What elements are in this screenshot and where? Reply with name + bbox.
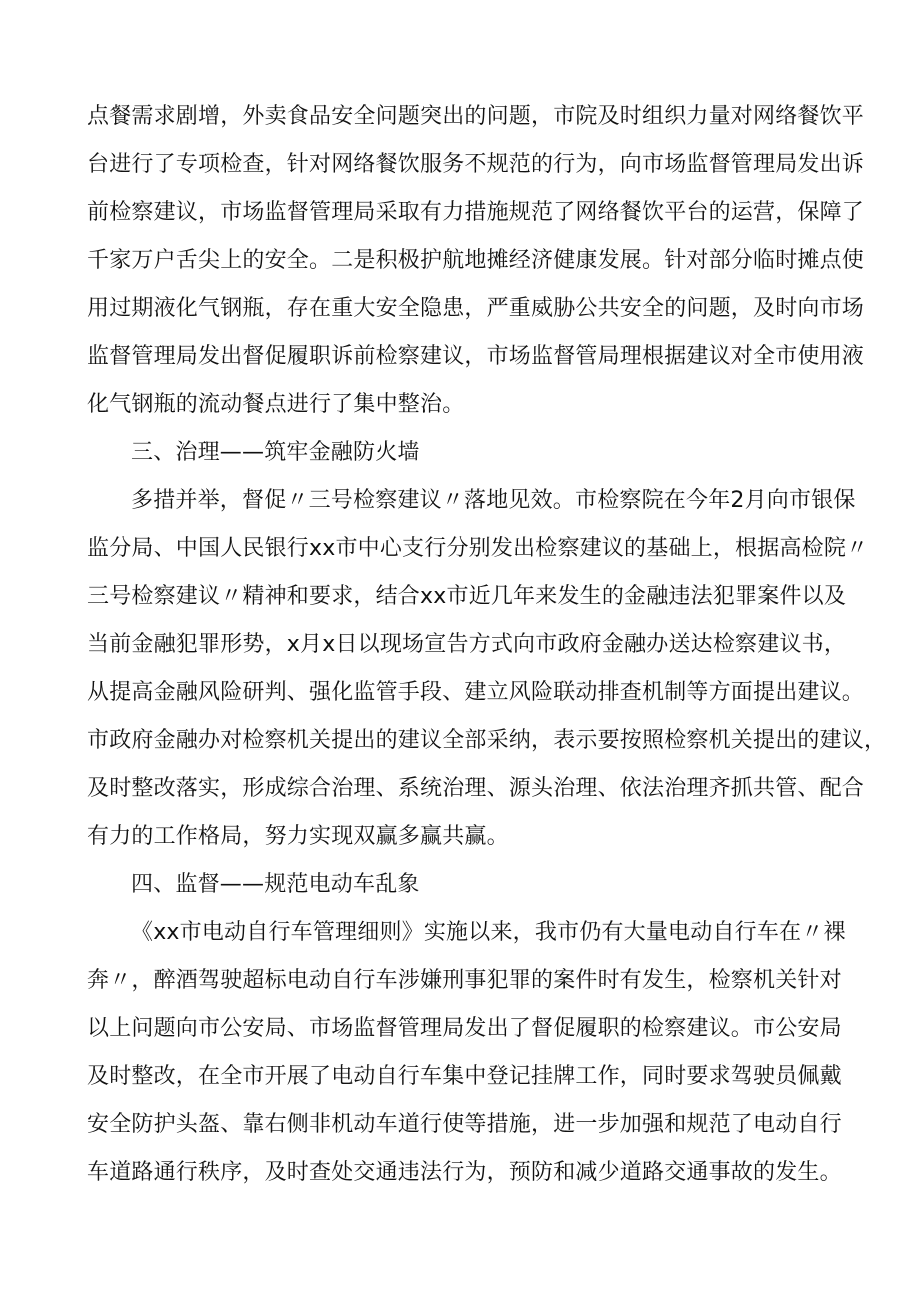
document-body xyxy=(87,93,887,1197)
paragraph-line: 前检察建议，市场监督管理局采取有力措施规范了网络餐饮平台的运营，保障了 xyxy=(87,200,865,225)
paragraph-line: 多措并举，督促〃三号检察建议〃落地见效。市检察院在今年2月向市银保 xyxy=(131,488,856,513)
paragraph-line: 以上问题向市公安局、市场监督管理局发出了督促履职的检察建议。市公安局 xyxy=(87,1016,842,1041)
paragraph-line: 监督管理局发出督促履职诉前检察建议，市场监督管局理根据建议对全市使用液 xyxy=(87,344,865,369)
paragraph-line: 化气钢瓶的流动餐点进行了集中整治。 xyxy=(87,392,465,417)
paragraph-line: 点餐需求剧增，外卖食品安全问题突出的问题，市院及时组织力量对网络餐饮平 xyxy=(87,104,865,129)
paragraph-line: 《xx市电动自行车管理细则》实施以来，我市仍有大量电动自行车在〃裸 xyxy=(131,920,846,945)
section-heading-supervision: 四、监督——规范电动车乱象 xyxy=(131,872,420,897)
paragraph-line: 及时整改，在全市开展了电动自行车集中登记挂牌工作，同时要求驾驶员佩戴 xyxy=(87,1064,842,1089)
paragraph-line: 当前金融犯罪形势，x月x日以现场宣告方式向市政府金融办送达检察建议书， xyxy=(87,632,847,657)
paragraph-line: 安全防护头盔、靠右侧非机动车道行使等措施，进一步加强和规范了电动自行 xyxy=(87,1112,842,1137)
paragraph-line: 监分局、中国人民银行xx市中心支行分别发出检察建议的基础上，根据高检院〃 xyxy=(87,536,869,561)
paragraph-line: 市政府金融办对检察机关提出的建议全部采纳，表示要按照检察机关提出的建议， xyxy=(87,728,887,753)
paragraph-line: 从提高金融风险研判、强化监管手段、建立风险联动排查机制等方面提出建议。 xyxy=(87,680,865,705)
paragraph-line: 千家万户舌尖上的安全。二是积极护航地摊经济健康发展。针对部分临时摊点使 xyxy=(87,248,865,273)
section-heading-governance: 三、治理——筑牢金融防火墙 xyxy=(131,440,420,465)
paragraph-line: 车道路通行秩序，及时查处交通违法行为，预防和减少道路交通事故的发生。 xyxy=(87,1160,842,1185)
paragraph-line: 及时整改落实，形成综合治理、系统治理、源头治理、依法治理齐抓共管、配合 xyxy=(87,776,865,801)
paragraph-line: 奔〃，醉酒驾驶超标电动自行车涉嫌刑事犯罪的案件时有发生，检察机关针对 xyxy=(87,968,842,993)
paragraph-line: 有力的工作格局，努力实现双赢多赢共赢。 xyxy=(87,824,509,849)
paragraph-line: 用过期液化气钢瓶，存在重大安全隐患，严重威胁公共安全的问题，及时向市场 xyxy=(87,296,865,321)
paragraph-line: 台进行了专项检查，针对网络餐饮服务不规范的行为，向市场监督管理局发出诉 xyxy=(87,152,865,177)
paragraph-line: 三号检察建议〃精神和要求，结合xx市近几年来发生的金融违法犯罪案件以及 xyxy=(87,584,847,609)
